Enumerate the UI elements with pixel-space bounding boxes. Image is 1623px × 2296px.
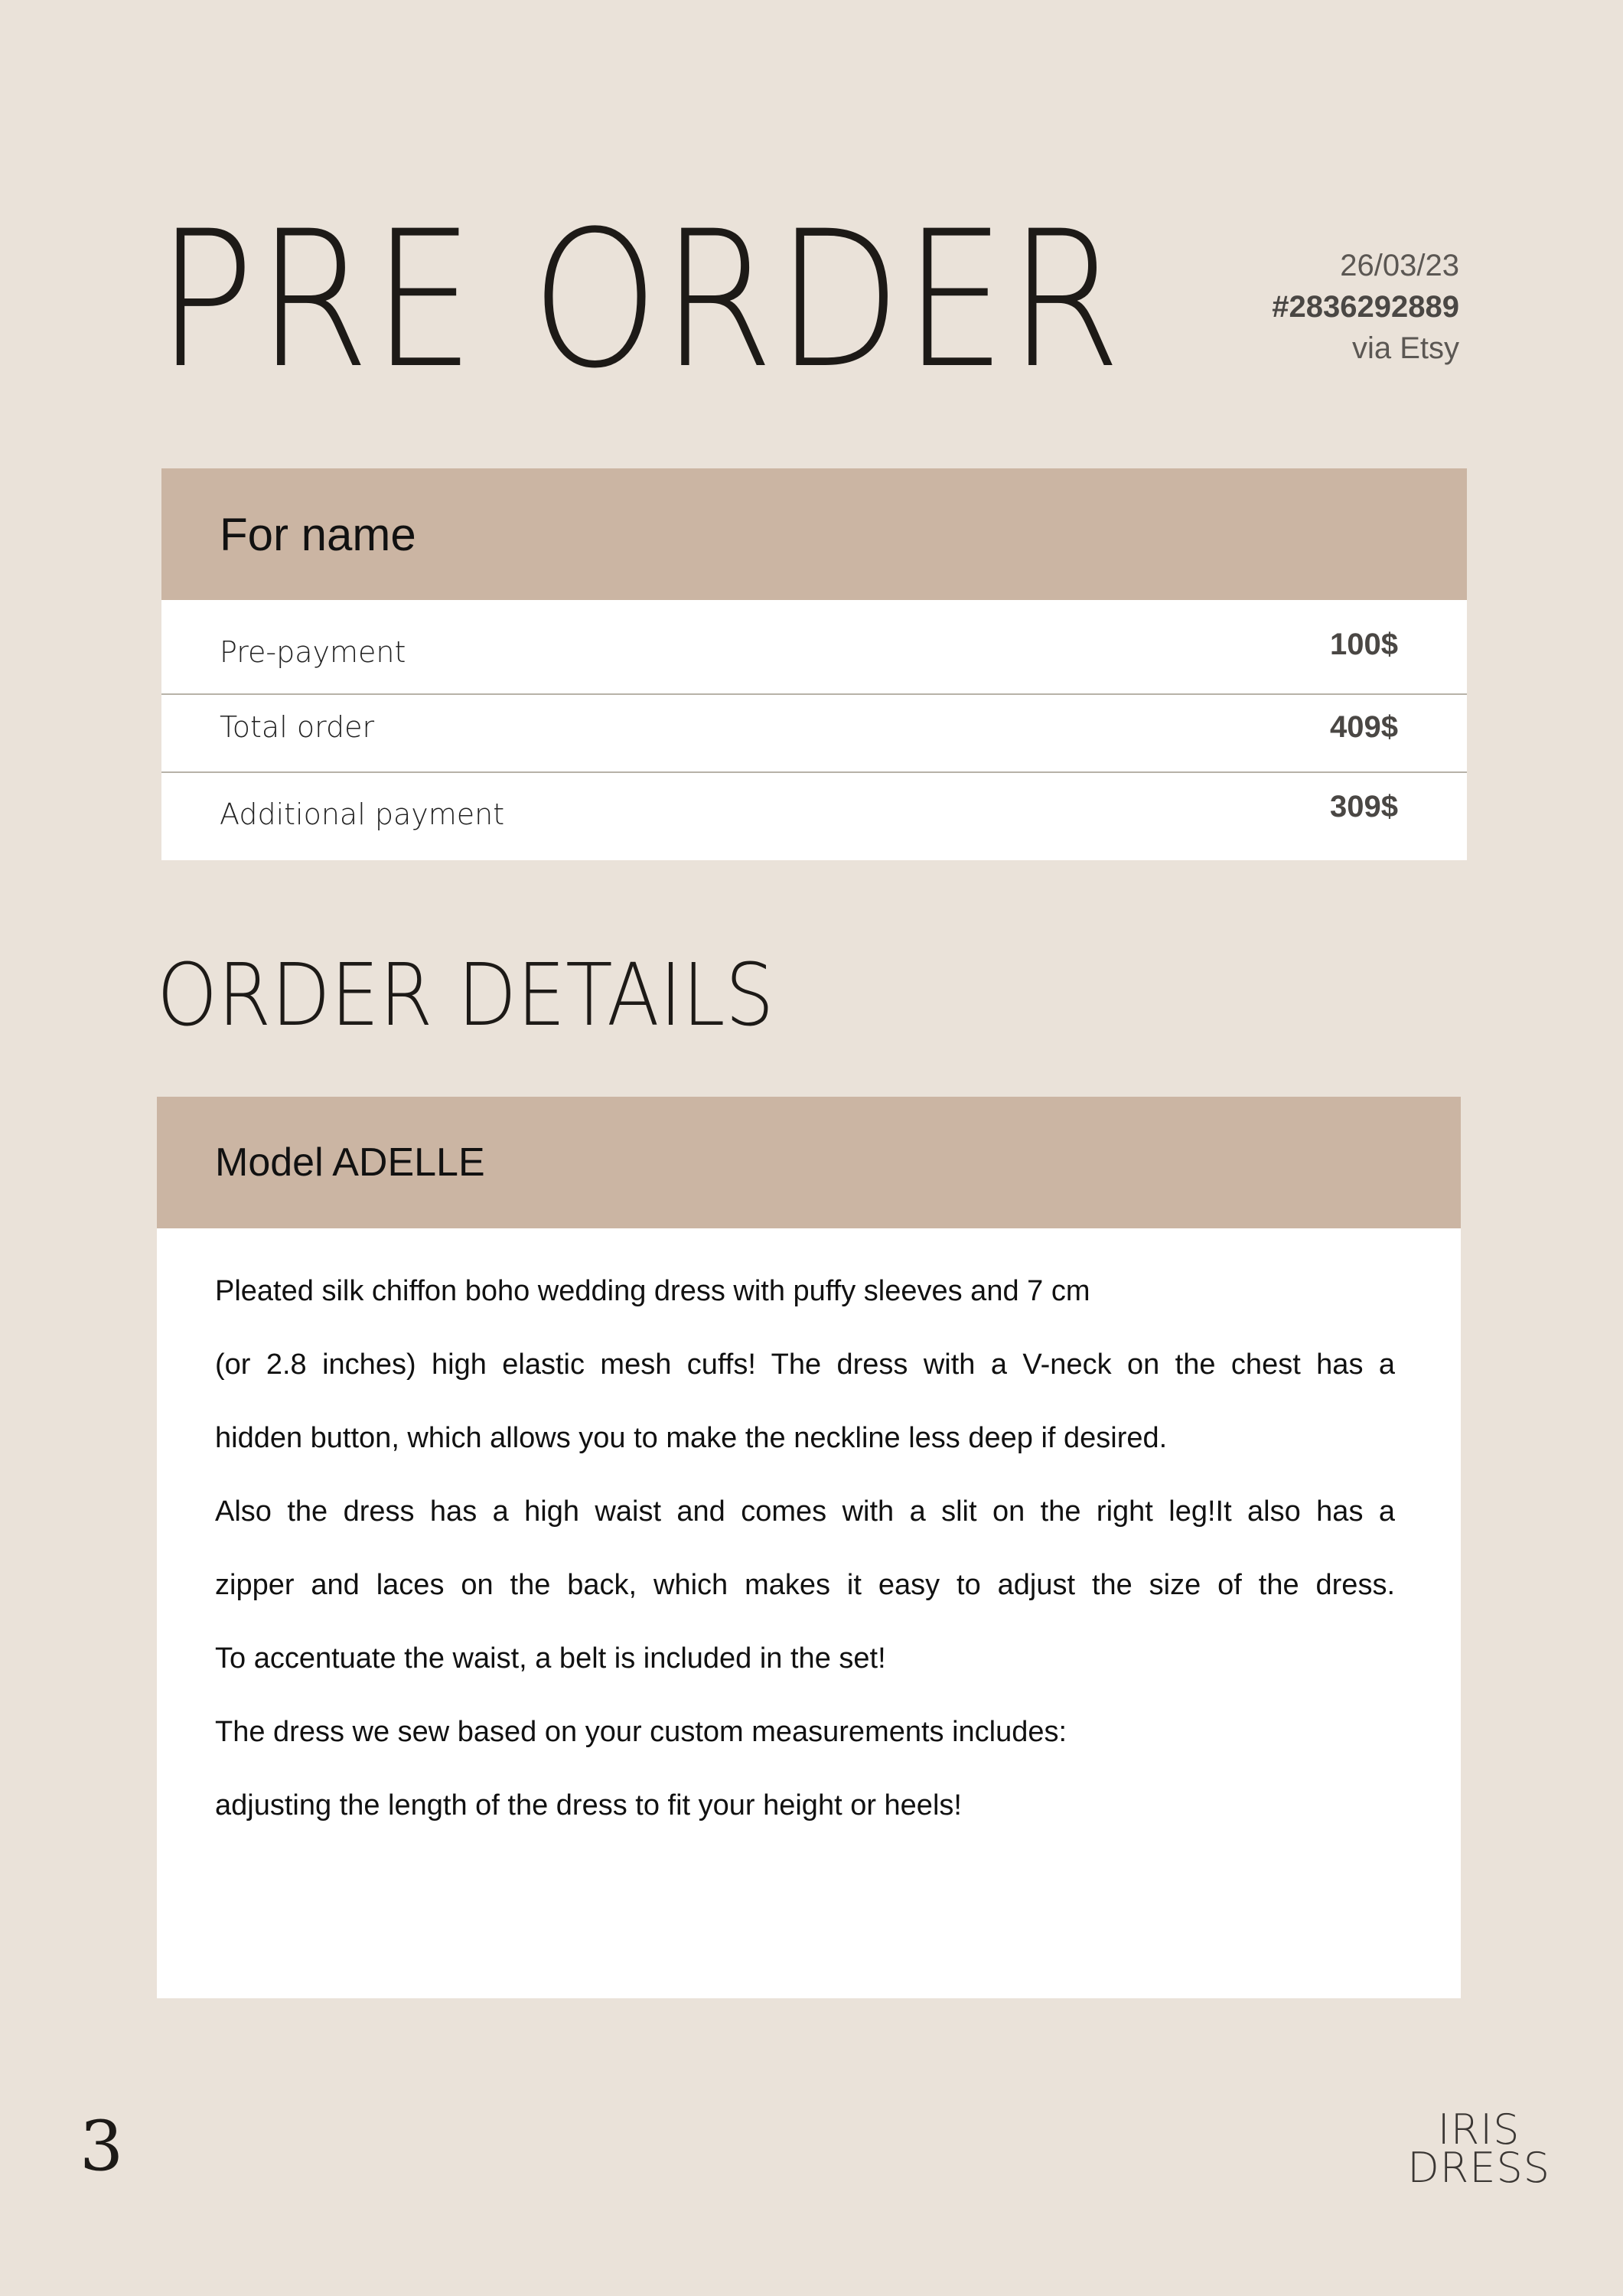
model-details-panel	[157, 1097, 1461, 1998]
brand-logo-line: IRIS	[1437, 2105, 1520, 2154]
description-line: The dress we sew based on your custom measurements includes:	[215, 1716, 1067, 1748]
order-date: 26/03/23	[1340, 249, 1459, 282]
description-line: (or 2.8 inches) high elastic mesh cuffs! The dress with a V-neck on the chest has a	[215, 1349, 1395, 1381]
description-line: adjusting the length of the dress to fit your height or heels!	[215, 1789, 962, 1821]
model-name: Model ADELLE	[157, 1097, 1461, 1228]
payment-row	[161, 695, 1467, 773]
payment-row-value: 309$	[1330, 790, 1398, 823]
page-number: 3	[80, 2106, 124, 2187]
description-line: Also the dress has a high waist and comes with a slit on the right leg!It also has a	[215, 1495, 1395, 1528]
description-line: zipper and laces on the back, which makes it easy to adjust the size of the dress.	[215, 1569, 1395, 1601]
model-description	[157, 1228, 1461, 1842]
payment-table	[161, 468, 1467, 860]
payment-row-label: Pre-payment	[220, 635, 406, 669]
order-details-heading: ORDER DETAILS	[157, 946, 774, 1045]
description-line: hidden button, which allows you to make the neckline less deep if desired.	[215, 1422, 1168, 1454]
order-number: #2836292889	[1272, 290, 1459, 324]
payment-row-value: 100$	[1330, 628, 1398, 661]
brand-logo-line: DRESS	[1407, 2144, 1550, 2192]
brand-logo	[1407, 2105, 1550, 2192]
payment-row-label: Additional payment	[220, 797, 505, 831]
payment-table-header: For name	[161, 468, 1467, 600]
page-title: PRE ORDER	[157, 191, 1124, 410]
order-source: via Etsy	[1351, 331, 1459, 365]
order-meta	[1272, 245, 1459, 369]
payment-row	[161, 600, 1467, 695]
description-line: To accentuate the waist, a belt is included in the set!	[215, 1642, 886, 1675]
payment-row-label: Total order	[220, 710, 375, 744]
payment-row-value: 409$	[1330, 710, 1398, 744]
payment-row	[161, 773, 1467, 860]
description-line: Pleated silk chiffon boho wedding dress with puffy sleeves and 7 cm	[215, 1275, 1090, 1307]
